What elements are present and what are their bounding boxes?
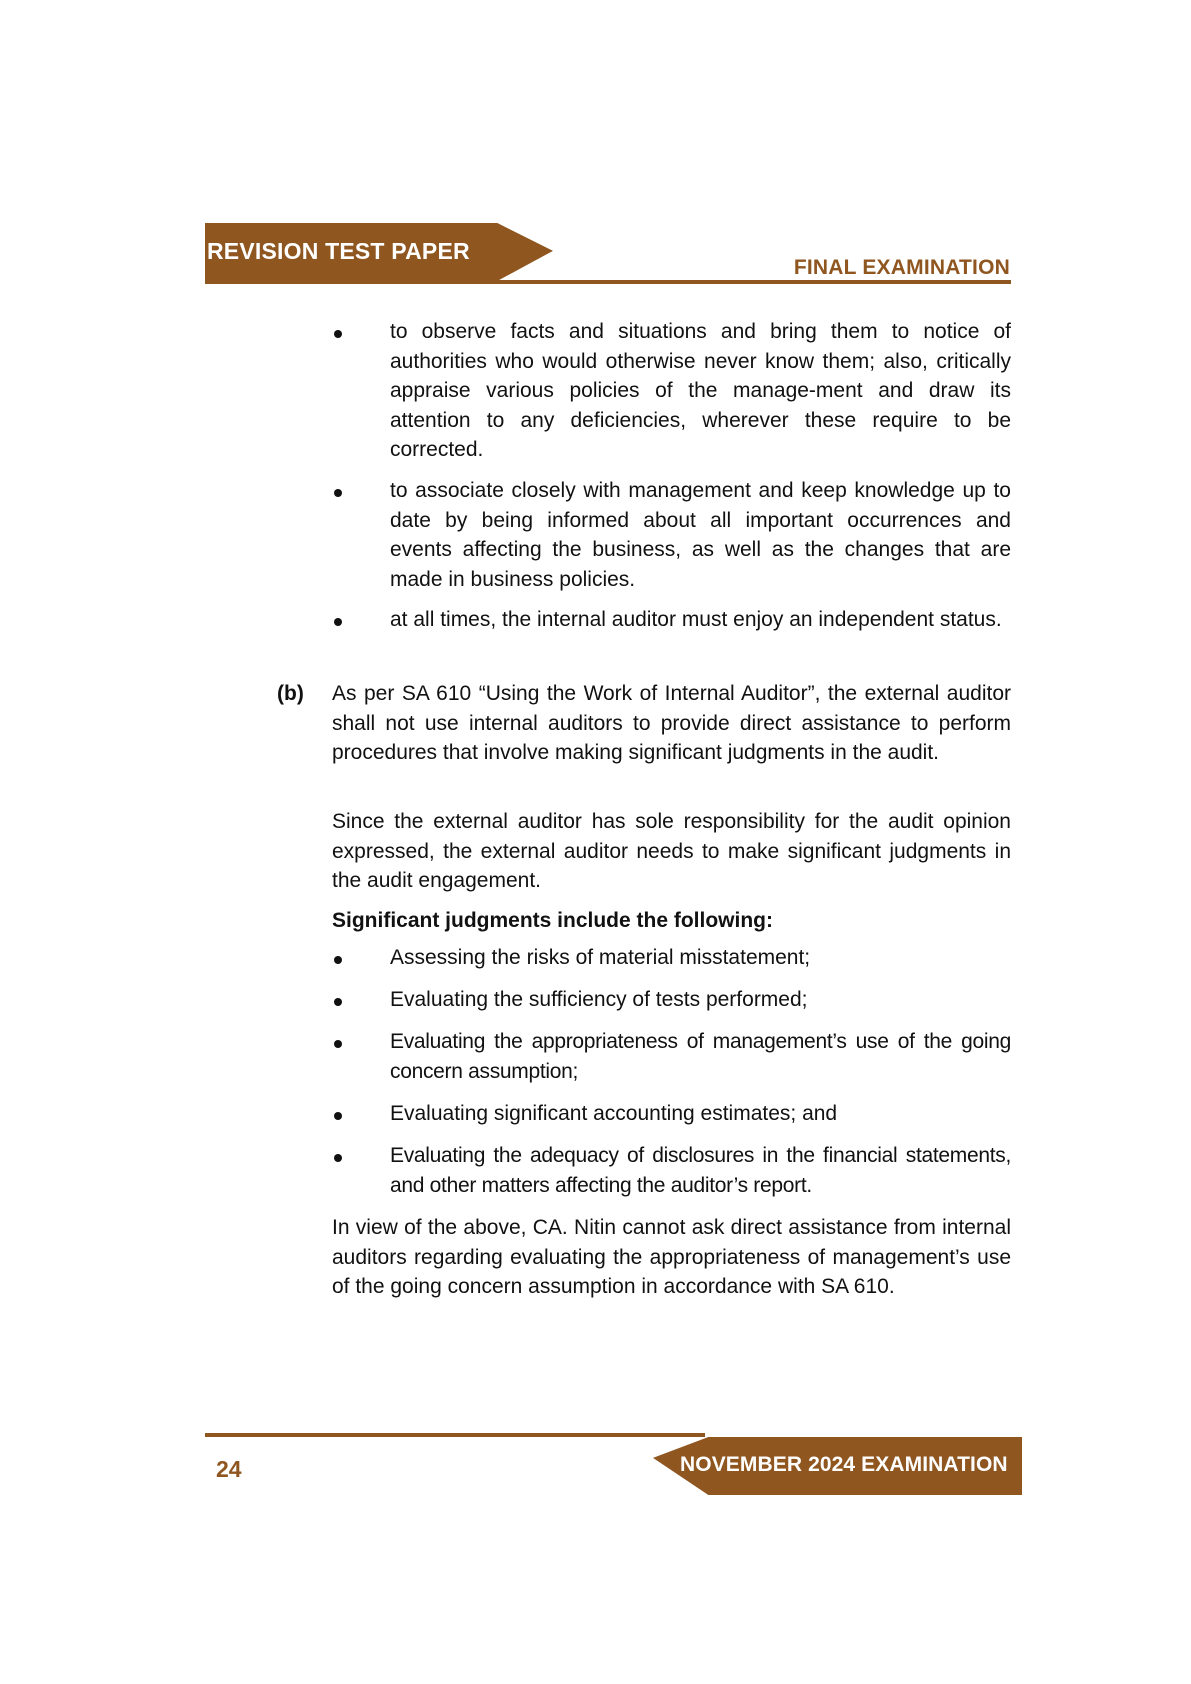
footer-right-title: NOVEMBER 2024 EXAMINATION — [680, 1453, 1008, 1476]
section-subheading: Significant judgments include the following: — [332, 909, 773, 932]
list-item: Evaluating significant accounting estimates; and — [390, 1102, 838, 1125]
bullet-icon — [334, 998, 342, 1006]
footer-rule — [205, 1433, 705, 1437]
list-item: to associate closely with management and keep knowledge up to date by being informed about all important occurrences and events affecting the business, as well as the changes that are made in business policies. — [390, 479, 1011, 591]
bullet-icon — [334, 1112, 342, 1120]
part-b-paragraph-1: As per SA 610 “Using the Work of Internal Auditor”, the external auditor shall not use internal auditors to provide direct assistance to perform procedures that involve making significant judgments in the audit. — [332, 682, 1011, 764]
header-rule — [205, 280, 1011, 284]
header-left-title: REVISION TEST PAPER — [207, 238, 470, 264]
bullet-icon — [334, 618, 342, 626]
list-item: Assessing the risks of material misstatement; — [390, 946, 811, 969]
bullet-icon — [334, 330, 342, 338]
list-item: to observe facts and situations and bring them to notice of authorities who would otherwise never know them; also, critically appraise various policies of the manage-ment and draw its attention to any deficiencies, wherever these require to be corrected. — [390, 320, 1011, 461]
list-item: Evaluating the adequacy of disclosures in the financial statements, and other matters affecting the auditor’s report. — [390, 1144, 1011, 1197]
conclusion-paragraph: In view of the above, CA. Nitin cannot ask direct assistance from internal auditors regarding evaluating the appropriateness of management’s use of the going concern assumption in accordance with SA 610. — [332, 1216, 1011, 1298]
bullet-icon — [334, 489, 342, 497]
bullet-icon — [334, 1040, 342, 1048]
part-b-paragraph-2: Since the external auditor has sole responsibility for the audit opinion expressed, the external auditor needs to make significant judgments in the audit engagement. — [332, 810, 1011, 892]
page-number: 24 — [216, 1456, 242, 1482]
list-item: at all times, the internal auditor must enjoy an independent status. — [390, 608, 1002, 631]
list-item: Evaluating the appropriateness of management’s use of the going concern assumption; — [390, 1030, 1011, 1083]
list-item: Evaluating the sufficiency of tests performed; — [390, 988, 808, 1011]
bullet-icon — [334, 1154, 342, 1162]
part-b-label: (b) — [277, 682, 304, 705]
bullet-icon — [334, 956, 342, 964]
header-right-title: FINAL EXAMINATION — [793, 256, 1010, 279]
